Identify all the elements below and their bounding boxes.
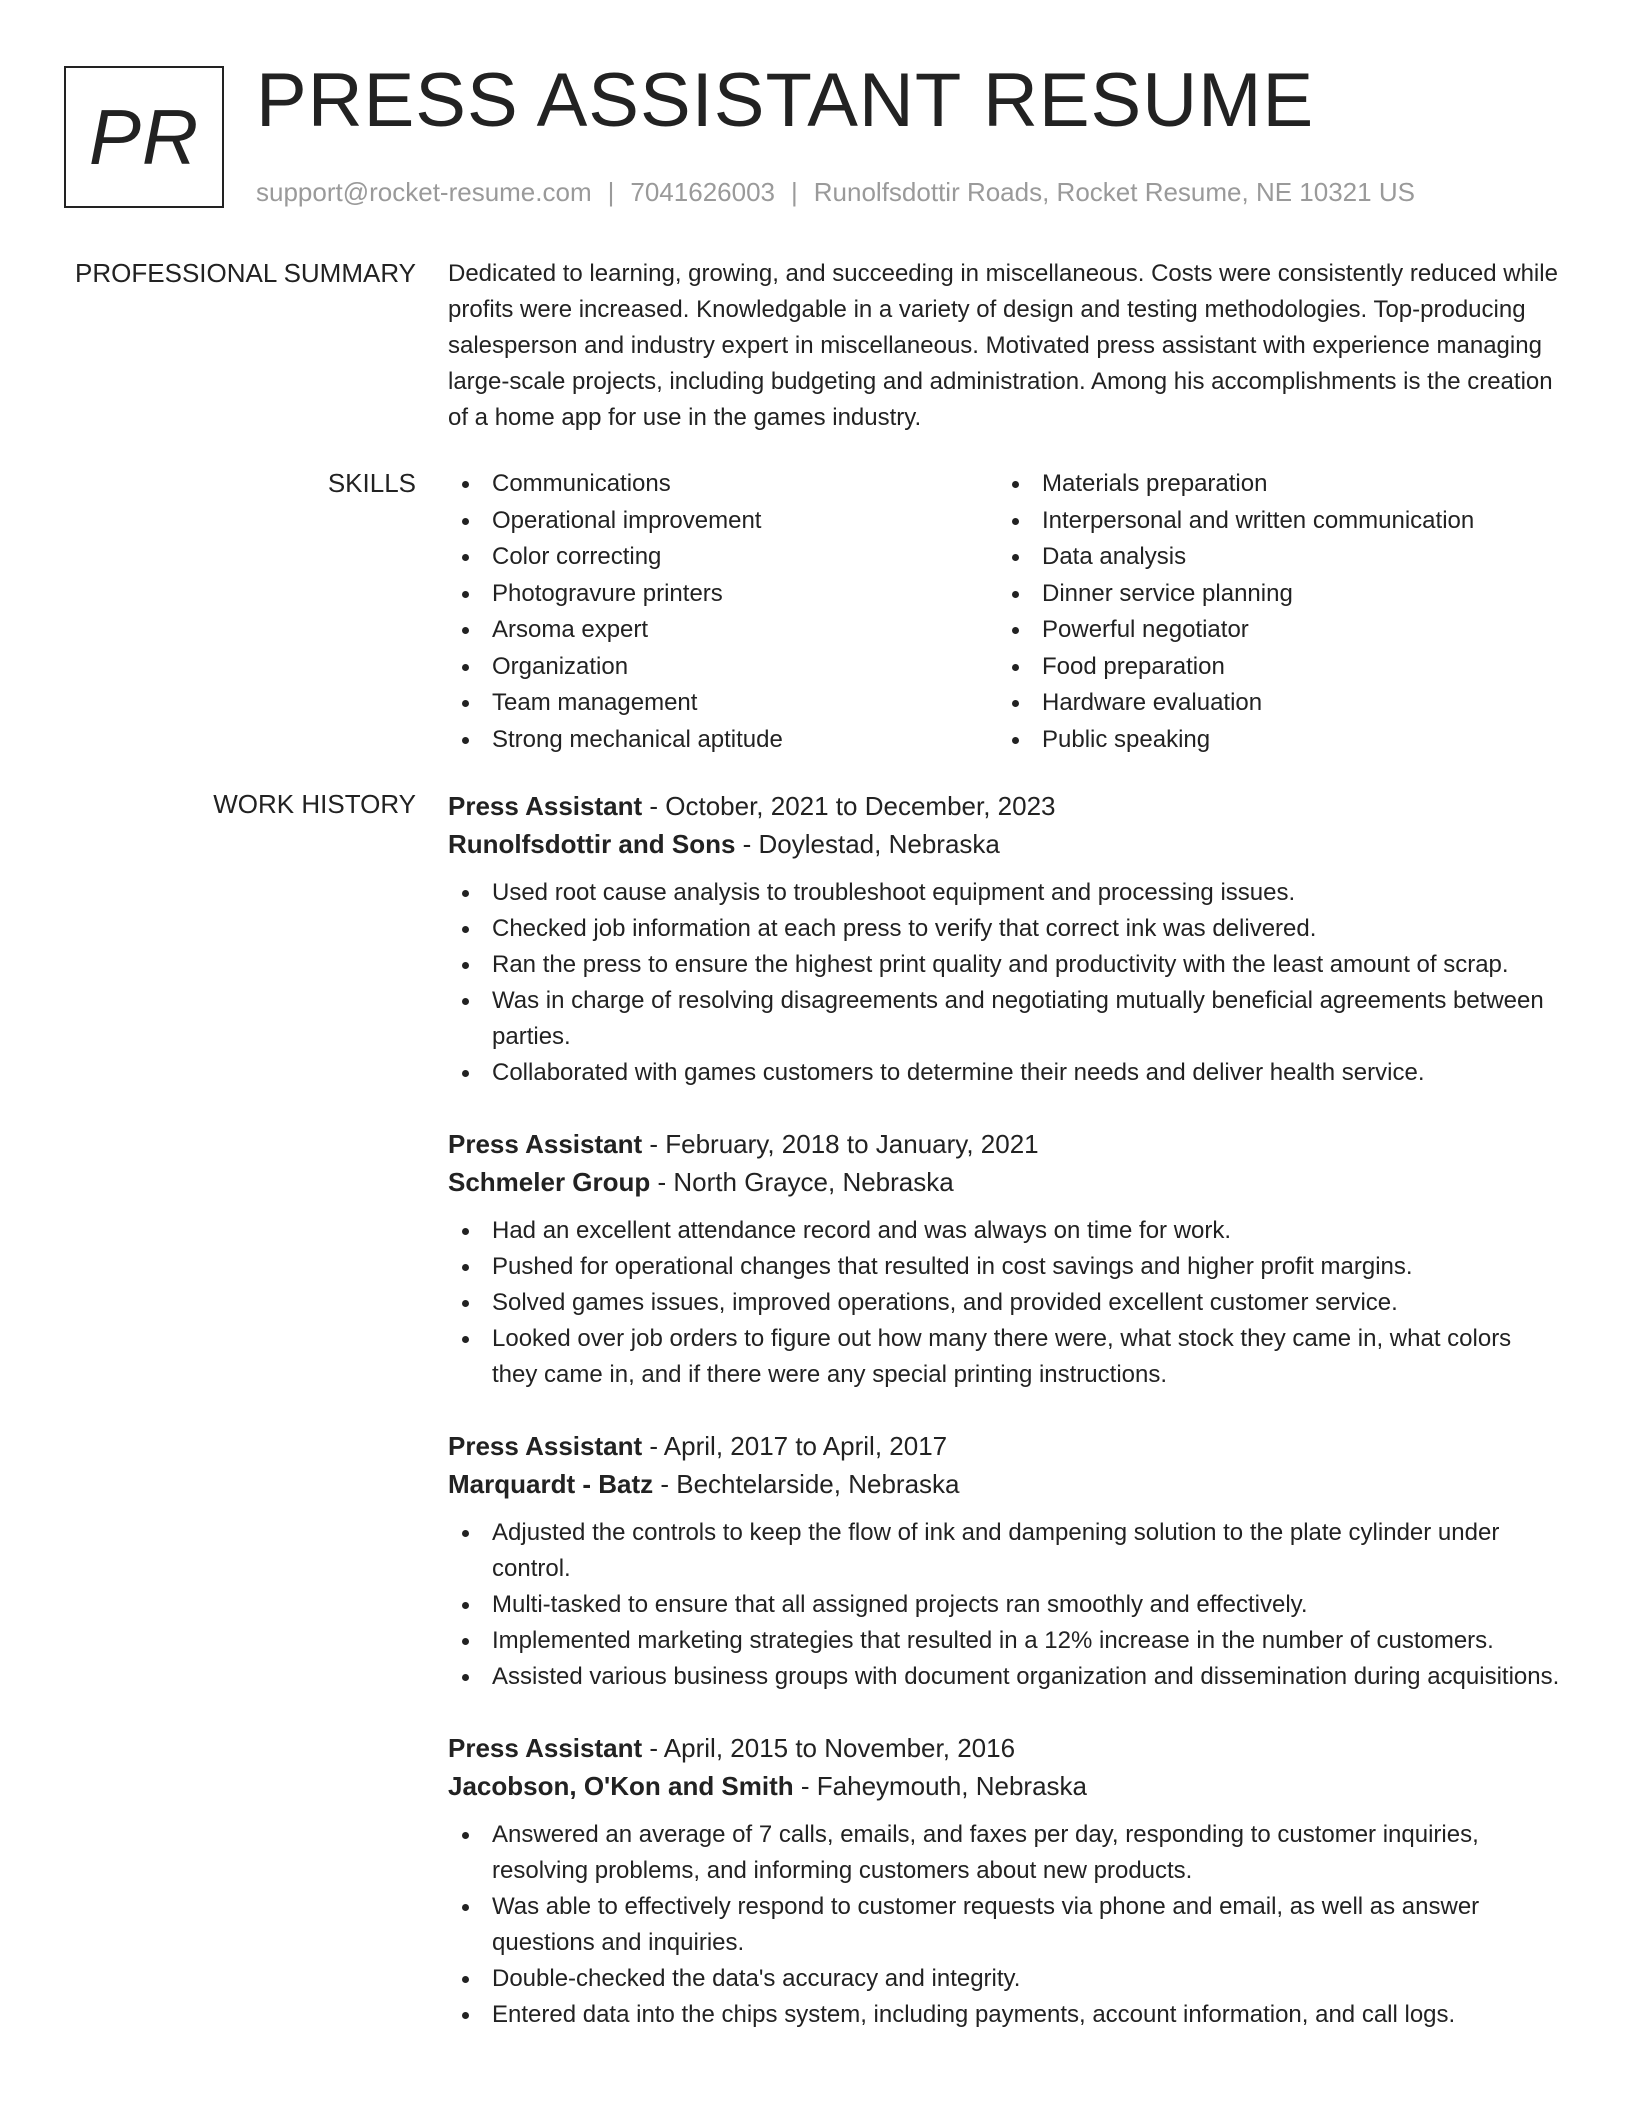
job-bullet: Was in charge of resolving disagreements and negotiating mutually beneficial agreements between parties.	[448, 983, 1560, 1055]
monogram-box	[64, 66, 224, 208]
job-title-line	[448, 787, 1560, 825]
section-label-skills: SKILLS	[327, 468, 416, 498]
job-entry	[448, 1729, 1560, 2033]
job-bullet: Double-checked the data's accuracy and integrity.	[448, 1961, 1560, 1997]
job-company-line	[448, 1163, 1560, 1201]
job-location: - Faheymouth, Nebraska	[793, 1771, 1088, 1801]
contact-line	[256, 176, 1415, 208]
skill-item: Color correcting	[448, 539, 998, 576]
skill-item: Public speaking	[998, 722, 1548, 759]
skills-body	[448, 466, 1560, 758]
job-company-line	[448, 1465, 1560, 1503]
skill-item: Hardware evaluation	[998, 685, 1548, 722]
job-dates: - October, 2021 to December, 2023	[642, 791, 1056, 821]
job-location: - Bechtelarside, Nebraska	[653, 1469, 960, 1499]
job-bullet: Multi-tasked to ensure that all assigned projects ran smoothly and effectively.	[448, 1587, 1560, 1623]
skill-item: Arsoma expert	[448, 612, 998, 649]
job-bullet: Was able to effectively respond to customer requests via phone and email, as well as answer questions and inquiries.	[448, 1889, 1560, 1961]
contact-phone[interactable]: 7041626003	[630, 177, 775, 207]
contact-separator: |	[791, 177, 798, 207]
contact-email[interactable]: support@rocket-resume.com	[256, 177, 592, 207]
job-bullets	[448, 1817, 1560, 2033]
job-bullet: Entered data into the chips system, including payments, account information, and call logs.	[448, 1997, 1560, 2033]
job-entry	[448, 787, 1560, 1091]
skill-item: Strong mechanical aptitude	[448, 722, 998, 759]
job-dates: - February, 2018 to January, 2021	[642, 1129, 1039, 1159]
skill-item: Organization	[448, 649, 998, 686]
job-location: - Doylestad, Nebraska	[735, 829, 1000, 859]
job-bullets	[448, 1213, 1560, 1393]
section-label-work: WORK HISTORY	[213, 789, 416, 819]
job-title: Press Assistant	[448, 1431, 643, 1461]
contact-separator: |	[607, 177, 615, 207]
job-title-line	[448, 1729, 1560, 1767]
job-bullet: Looked over job orders to figure out how many there were, what stock they came in, what colors they came in, and if there were any special printing instructions.	[448, 1321, 1560, 1393]
job-company: Jacobson, O'Kon and Smith	[448, 1771, 794, 1801]
job-company: Runolfsdottir and Sons	[448, 829, 736, 859]
job-dates: - April, 2015 to November, 2016	[642, 1733, 1016, 1763]
summary-body	[448, 256, 1560, 436]
skill-item: Operational improvement	[448, 503, 998, 540]
summary-text: Dedicated to learning, growing, and succeeding in miscellaneous. Costs were consistently reduced while profits were increased. Knowledgable in a variety of design and testing methodologies. Top-producing salesperson and industry expert in miscellaneous. Motivated press assistant with experience managing large-scale projects, including budgeting and administration. Among his accomplishments is the creation of a home app for use in the games industry.	[448, 260, 1558, 431]
job-bullet: Adjusted the controls to keep the flow of ink and dampening solution to the plate cylinder under control.	[448, 1515, 1560, 1587]
job-bullet: Implemented marketing strategies that resulted in a 12% increase in the number of customers.	[448, 1623, 1560, 1659]
job-title: Press Assistant	[448, 1733, 643, 1763]
job-dates: - April, 2017 to April, 2017	[642, 1431, 948, 1461]
job-company: Marquardt - Batz	[448, 1469, 654, 1499]
section-label-summary: PROFESSIONAL SUMMARY	[75, 258, 416, 288]
job-bullet: Checked job information at each press to verify that correct ink was delivered.	[448, 911, 1560, 947]
job-bullet: Had an excellent attendance record and was always on time for work.	[448, 1213, 1560, 1249]
skill-item: Powerful negotiator	[998, 612, 1548, 649]
job-company-line	[448, 1767, 1560, 1805]
job-bullet: Pushed for operational changes that resulted in cost savings and higher profit margins.	[448, 1249, 1560, 1285]
skill-item: Food preparation	[998, 649, 1548, 686]
job-bullet: Ran the press to ensure the highest print quality and productivity with the least amount of scrap.	[448, 947, 1560, 983]
job-entry	[448, 1125, 1560, 1393]
skill-item: Data analysis	[998, 539, 1548, 576]
job-bullet: Answered an average of 7 calls, emails, and faxes per day, responding to customer inquiries, resolving problems, and informing customers about new products.	[448, 1817, 1560, 1889]
job-title: Press Assistant	[448, 791, 643, 821]
contact-address: Runolfsdottir Roads, Rocket Resume, NE 10321 US	[813, 177, 1415, 207]
job-company-line	[448, 825, 1560, 863]
job-bullet: Assisted various business groups with document organization and dissemination during acquisitions.	[448, 1659, 1560, 1695]
resume-title: PRESS ASSISTANT RESUME	[256, 58, 1315, 143]
job-title: Press Assistant	[448, 1129, 643, 1159]
skills-column-left	[448, 466, 998, 758]
skill-item: Materials preparation	[998, 466, 1548, 503]
job-entry	[448, 1427, 1560, 1695]
job-title-line	[448, 1427, 1560, 1465]
job-company: Schmeler Group	[448, 1167, 651, 1197]
monogram-initials: PR	[88, 92, 200, 181]
job-bullet: Used root cause analysis to troubleshoot equipment and processing issues.	[448, 875, 1560, 911]
work-history-body	[448, 787, 1560, 2067]
job-bullet: Collaborated with games customers to determine their needs and deliver health service.	[448, 1055, 1560, 1091]
skill-item: Team management	[448, 685, 998, 722]
skills-column-right	[998, 466, 1548, 758]
skill-item: Communications	[448, 466, 998, 503]
skill-item: Dinner service planning	[998, 576, 1548, 613]
job-title-line	[448, 1125, 1560, 1163]
job-location: - North Grayce, Nebraska	[650, 1167, 954, 1197]
skill-item: Interpersonal and written communication	[998, 503, 1548, 540]
job-bullets	[448, 1515, 1560, 1695]
job-bullet: Solved games issues, improved operations, and provided excellent customer service.	[448, 1285, 1560, 1321]
job-bullets	[448, 875, 1560, 1091]
skill-item: Photogravure printers	[448, 576, 998, 613]
